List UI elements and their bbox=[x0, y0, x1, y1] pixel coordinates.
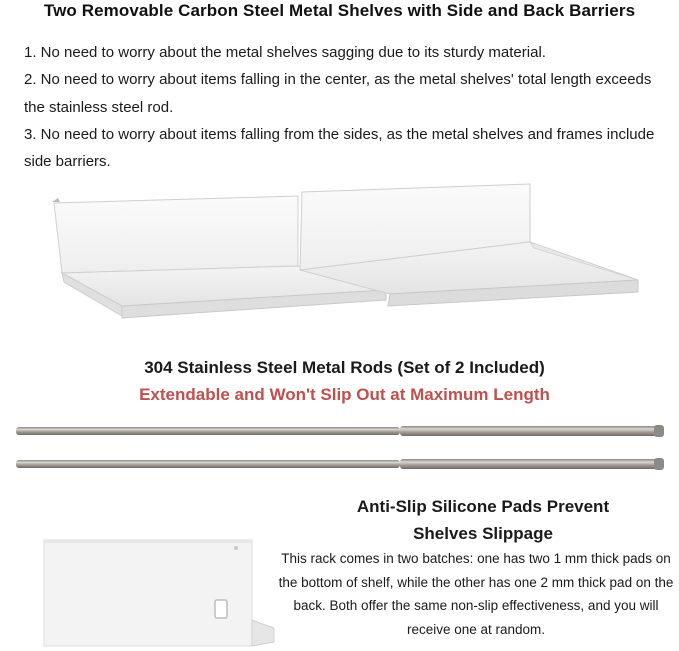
shelves-illustration bbox=[50, 178, 642, 330]
feature-list bbox=[24, 39, 664, 175]
pads-description: This rack comes in two batches: one has two 1 mm thick pads on the bottom of shelf, while the other has one 2 mm thick pad on the back. Both offer the same non-slip effectiveness, and you will receive one at random. bbox=[278, 551, 674, 637]
page-title: Two Removable Carbon Steel Metal Shelves with Side and Back Barriers bbox=[43, 1, 636, 20]
pads-title bbox=[300, 493, 666, 547]
feature-item-3: 3. No need to worry about items falling from the sides, as the metal shelves and frames include side barriers. bbox=[24, 125, 655, 171]
pads-title-line-1: Anti-Slip Silicone Pads Prevent bbox=[356, 497, 610, 516]
silicone-pad-marker bbox=[215, 600, 227, 618]
rods-title: 304 Stainless Steel Metal Rods (Set of 2 Included) bbox=[144, 358, 545, 377]
pad-closeup-illustration bbox=[40, 530, 276, 651]
steel-rod-1 bbox=[14, 423, 666, 439]
rods-subtitle: Extendable and Won't Slip Out at Maximum Length bbox=[139, 385, 550, 404]
feature-item-2: 2. No need to worry about items falling in the center, as the metal shelves' total length exceeds the stainless steel rod. bbox=[24, 71, 652, 116]
steel-rod-2 bbox=[14, 456, 666, 472]
pads-title-line-2: Shelves Slippage bbox=[413, 524, 553, 543]
feature-item-1: 1. No need to worry about the metal shelves sagging due to its sturdy material. bbox=[24, 44, 546, 61]
